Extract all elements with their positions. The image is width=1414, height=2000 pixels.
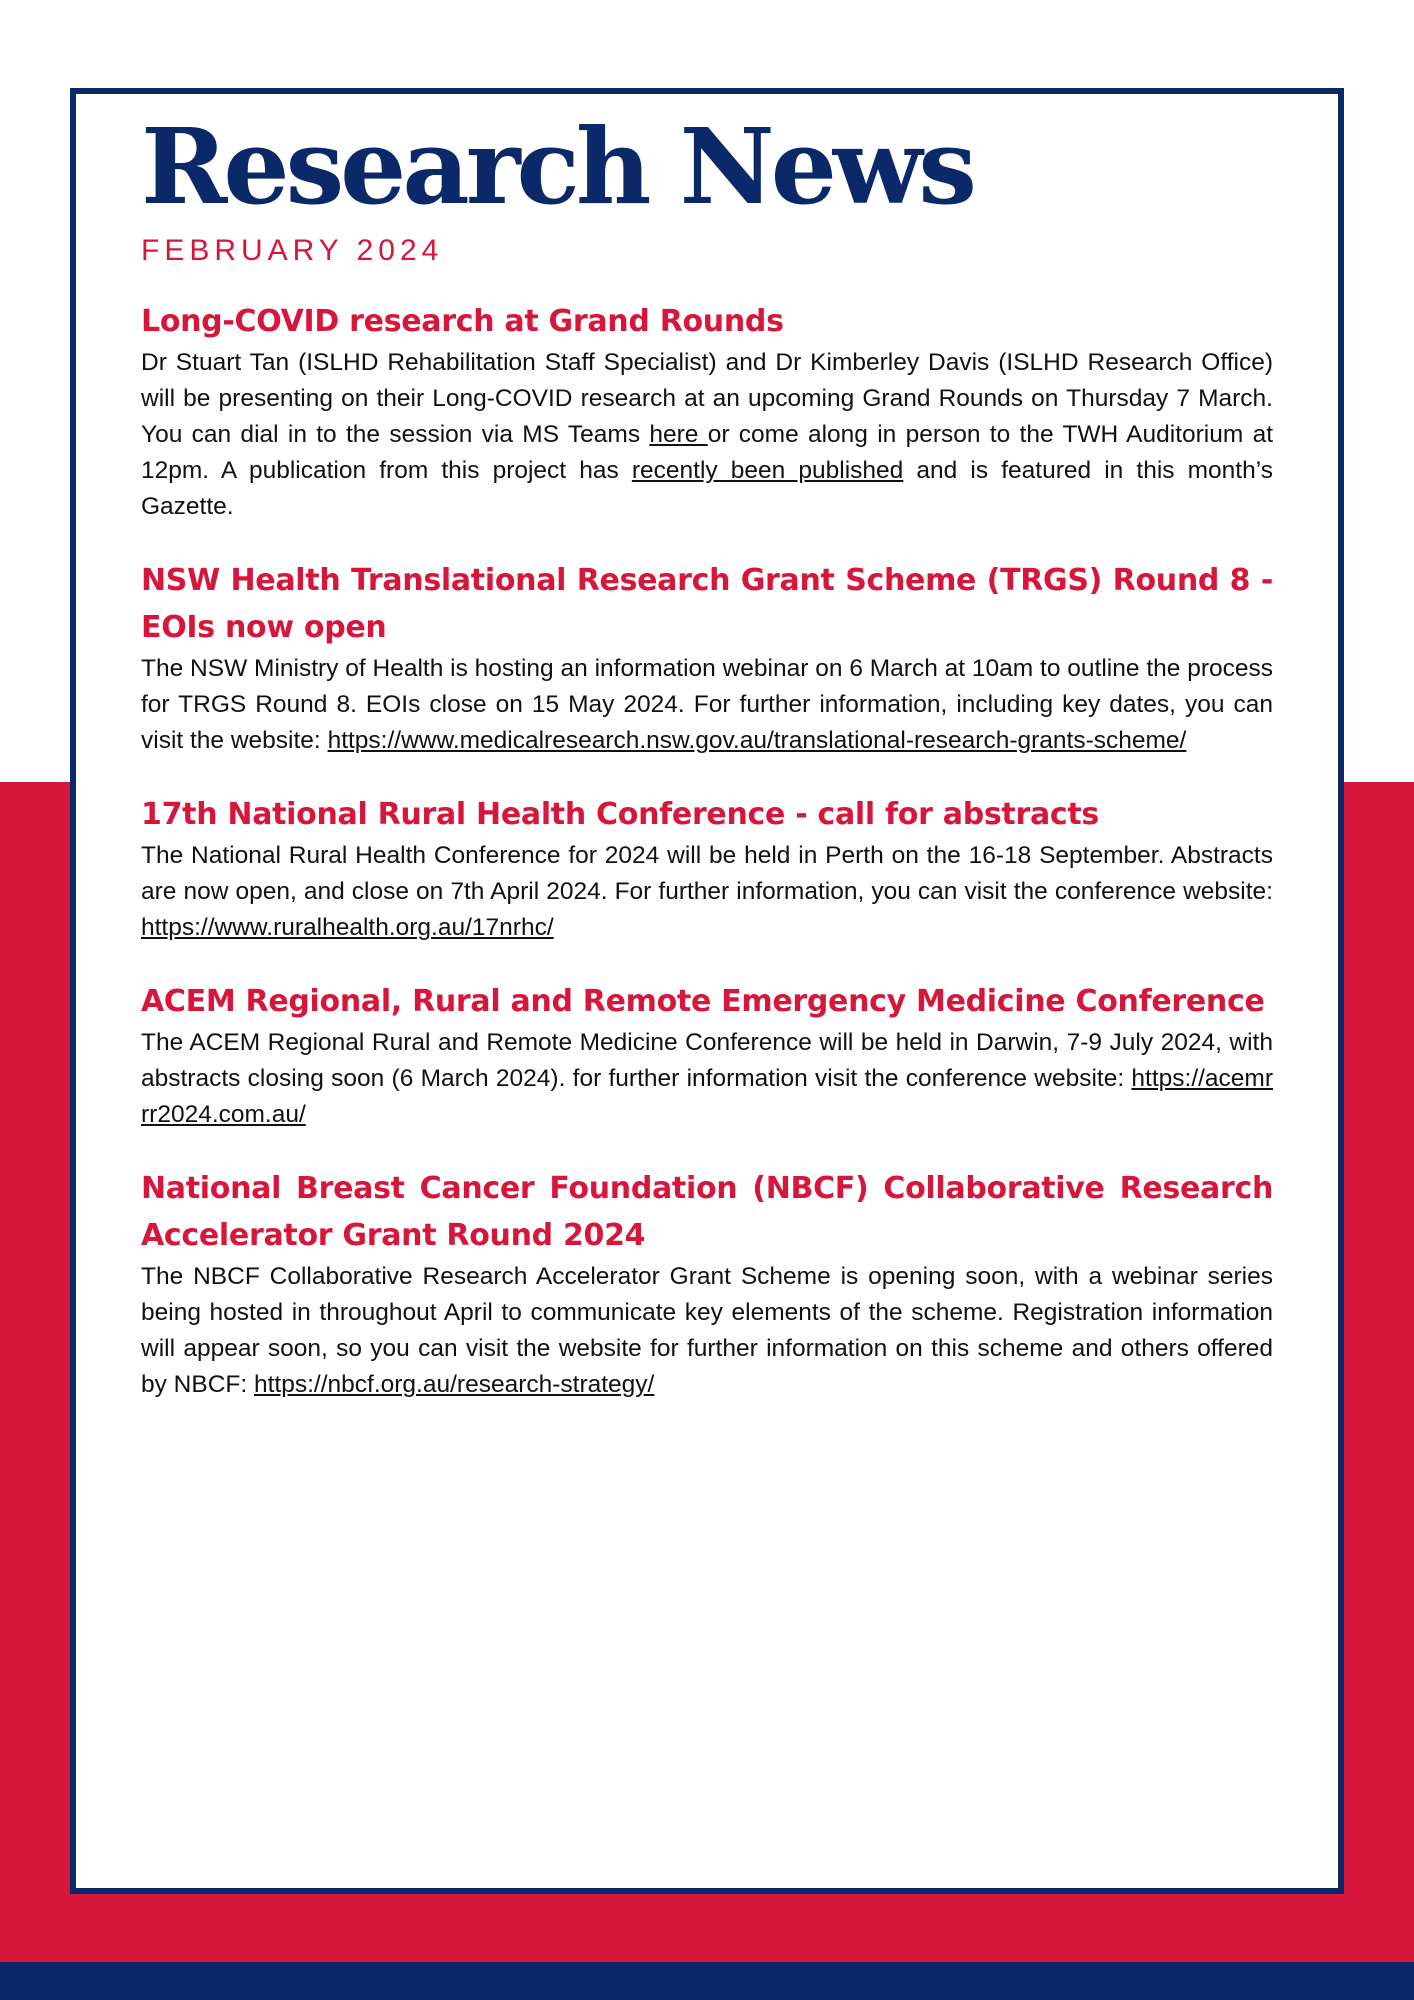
masthead-date: FEBRUARY 2024 [141,234,444,268]
article-acem-conference [141,978,1273,1133]
rural-health-conference-link[interactable]: https://www.ruralhealth.org.au/17nrhc/ [141,914,554,942]
article-text: or come along in person to the TWH Auditorium at 12pm. A publication from this project has [141,421,1274,485]
article-text: The ACEM Regional Rural and Remote Medicine Conference will be held in Darwin, 7-9 July 2024, with abstracts closing soon (6 March 2024). for further information visit the conference website: [141,1029,1273,1093]
article-text: The National Rural Health Conference for 2024 will be held in Perth on the 16-18 September. Abstracts are now open, and close on 7th April 2024. For further information, you can visit the conference website: [141,842,1273,906]
article-rural-health-conference [141,791,1273,946]
article-long-covid [141,298,1273,525]
article-text: and is featured in this month’s Gazette. [141,457,1273,521]
article-trgs [141,557,1273,759]
article-text: The NBCF Collaborative Research Accelerator Grant Scheme is opening soon, with a webinar series being hosted in throughout April to communicate key elements of the scheme. Registration information will appear soon, so you can visit the website for further information on this scheme and others offered by NBCF: [141,1263,1273,1399]
article-body [141,345,1273,525]
nbcf-website-link[interactable]: https://nbcf.org.au/research-strategy/ [254,1371,655,1399]
article-title: 17th National Rural Health Conference - call for abstracts [141,797,1099,833]
newsletter-content [141,105,1274,1403]
article-body [141,1259,1273,1403]
ms-teams-link[interactable]: here [649,421,708,449]
article-nbcf-grant [141,1165,1273,1403]
article-title: Long-COVID research at Grand Rounds [141,304,784,340]
article-body [141,651,1273,759]
article-title: NSW Health Translational Research Grant Scheme (TRGS) Round 8 - EOIs now open [141,563,1273,646]
article-text: Dr Stuart Tan (ISLHD Rehabilitation Staff Specialist) and Dr Kimberley Davis (ISLHD Research Office) will be presenting on their Long-COVID research at an upcoming Grand Rounds on Thursday 7 March. You can dial in to the session via MS Teams [141,349,1273,449]
publication-link[interactable]: recently been published [631,457,904,485]
article-title: National Breast Cancer Foundation (NBCF) Collaborative Research Accelerator Grant Round 2024 [141,1171,1273,1254]
article-body [141,838,1273,946]
masthead-title: Research News [141,105,973,228]
navy-footer-band [0,1962,1414,2000]
article-body [141,1025,1273,1133]
article-text: The NSW Ministry of Health is hosting an information webinar on 6 March at 10am to outline the process for TRGS Round 8. EOIs close on 15 May 2024. For further information, including key dates, you can visit the website: [141,655,1273,755]
trgs-website-link[interactable]: https://www.medicalresearch.nsw.gov.au/translational-research-grants-scheme/ [327,727,1187,755]
article-title: ACEM Regional, Rural and Remote Emergency Medicine Conference [141,984,1265,1020]
acem-conference-link[interactable]: https://acemrrr2024.com.au/ [141,1065,1273,1129]
